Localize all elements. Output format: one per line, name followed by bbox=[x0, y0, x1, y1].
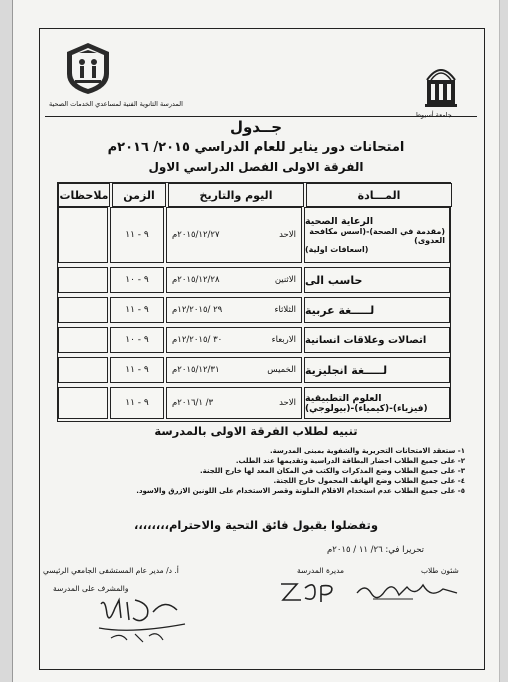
student-affairs-signature bbox=[353, 575, 463, 605]
exam-schedule-table bbox=[57, 182, 451, 422]
day-text: الاثنين bbox=[274, 275, 296, 285]
day-text: الاحد bbox=[279, 230, 296, 240]
school-logo bbox=[63, 40, 113, 96]
sig-supervisor: والمشرف على المدرسة bbox=[53, 584, 129, 593]
note-item: ٣- على جميع الطلاب وضع المذكرات والكتب في المكان المعد لها خارج اللجنة. bbox=[199, 467, 465, 475]
subject-line: العلوم التطبيقية bbox=[305, 392, 382, 404]
time-cell: ٩ - ١١ bbox=[110, 297, 164, 323]
subject-line: (فيزياء)-(كيمياء)-(بيولوجي) bbox=[305, 403, 428, 414]
subject-cell bbox=[304, 387, 450, 419]
time-cell: ٩ - ١٠ bbox=[110, 327, 164, 353]
director-signature bbox=[275, 578, 345, 606]
school-caption: المدرسة الثانوية الفنية لمساعدي الخدمات الصحية bbox=[49, 100, 183, 108]
day-date-cell bbox=[166, 267, 302, 293]
day-text: الاحد bbox=[279, 398, 296, 408]
notes-cell bbox=[58, 357, 108, 383]
sig-student-affairs: شئون طلاب bbox=[421, 566, 459, 575]
notes-cell bbox=[58, 267, 108, 293]
doc-subtitle: امتحانات دور يناير للعام الدراسي ٢٠١٥/ ٢٠١٦م bbox=[107, 140, 405, 155]
notes-cell bbox=[58, 387, 108, 419]
notes-cell bbox=[58, 297, 108, 323]
notes-title: تنبيه لطلاب الفرقة الاولى بالمدرسة bbox=[154, 424, 358, 438]
date-text: ٣/ ٢٠١٦/١م bbox=[172, 398, 214, 408]
day-text: الاربعاء bbox=[271, 335, 296, 345]
subject-line: لـــــغة انجليزية bbox=[305, 363, 388, 377]
date-text: ٣٠ /١٢/٢٠١٥م bbox=[172, 335, 223, 345]
date-text: ٢٠١٥/١٢/٢٨م bbox=[172, 275, 220, 285]
time-cell: ٩ - ١١ bbox=[110, 387, 164, 419]
table-row bbox=[58, 207, 450, 265]
sig-hospital-director: أ. د/ مدير عام المستشفى الجامعي الرئيسي bbox=[43, 566, 179, 575]
notes-list bbox=[69, 446, 465, 496]
doc-title: جــدول bbox=[229, 118, 283, 136]
university-caption: جامعة أسيوط bbox=[415, 111, 452, 119]
document-page bbox=[12, 0, 500, 682]
university-logo bbox=[421, 58, 461, 110]
note-item: ٥- على جميع الطلاب عدم استخدام الاقلام الملونة وقصر الاستخدام على اللونين الازرق والاسود. bbox=[136, 487, 465, 495]
notes-cell bbox=[58, 207, 108, 263]
day-date-cell bbox=[166, 357, 302, 383]
time-cell: ٩ - ١١ bbox=[110, 357, 164, 383]
table-row bbox=[58, 357, 450, 385]
time-cell: ٩ - ١١ bbox=[110, 207, 164, 263]
table-row bbox=[58, 327, 450, 355]
subject-cell bbox=[304, 297, 450, 323]
date-text: ٢٠١٥/١٢/٢٧م bbox=[172, 230, 220, 240]
subject-line: لـــــغة عربية bbox=[305, 303, 375, 317]
subject-cell bbox=[304, 327, 450, 353]
note-item: ٤- على جميع الطلاب وضع الهاتف المحمول خارج اللجنة. bbox=[273, 477, 465, 485]
day-date-cell bbox=[166, 207, 302, 263]
day-text: الثلاثاء bbox=[274, 305, 296, 315]
subject-line: الرعاية الصحية bbox=[305, 216, 374, 227]
hospital-director-signature bbox=[91, 594, 191, 646]
header-day-date: اليوم والتاريخ bbox=[168, 183, 304, 207]
note-item: ١- ستعقد الامتحانات التحريرية والشفوية بمبنى المدرسة. bbox=[270, 447, 465, 455]
issue-date-value: ٢٦/ ١١ / ٢٠١٥م bbox=[327, 545, 383, 555]
note-item: ٢- على جميع الطلاب احضار البطاقة الدراسية وتقديمها عند الطلب. bbox=[235, 457, 465, 465]
day-date-cell bbox=[166, 297, 302, 323]
issue-date-label: تحريرا في: bbox=[385, 545, 425, 555]
table-row bbox=[58, 387, 450, 421]
issue-date bbox=[327, 545, 424, 555]
date-text: ٢٩ /١٢/٢٠١٥م bbox=[172, 305, 223, 315]
subject-cell bbox=[304, 357, 450, 383]
doc-subtitle-2: الفرقة الاولى الفصل الدراسي الاول bbox=[148, 160, 364, 174]
subject-line: (اسعافات اولية) bbox=[305, 245, 369, 254]
header-subject: المـــادة bbox=[306, 183, 452, 207]
time-cell: ٩ - ١٠ bbox=[110, 267, 164, 293]
subject-cell bbox=[304, 267, 450, 293]
subject-line: اتصالات وعلاقات انسانية bbox=[305, 334, 427, 346]
day-date-cell bbox=[166, 327, 302, 353]
table-row bbox=[58, 297, 450, 325]
subject-line: (مقدمة في الصحة)-(اسس مكافحة العدوى) bbox=[309, 227, 445, 245]
header-time: الزمن bbox=[112, 183, 166, 207]
day-date-cell bbox=[166, 387, 302, 419]
table-row bbox=[58, 267, 450, 295]
header-divider bbox=[45, 116, 477, 117]
sig-school-director: مديرة المدرسة bbox=[297, 566, 345, 575]
notes-cell bbox=[58, 327, 108, 353]
subject-cell bbox=[304, 207, 450, 263]
day-text: الخميس bbox=[267, 365, 296, 375]
header-notes: ملاحظات bbox=[58, 183, 110, 207]
subject-line: حاسب الى bbox=[305, 273, 363, 287]
closing-line: وتفضلوا بقبول فائق التحية والاحترام،،،،،،،، bbox=[134, 518, 378, 532]
date-text: ٢٠١٥/١٢/٣١م bbox=[172, 365, 220, 375]
